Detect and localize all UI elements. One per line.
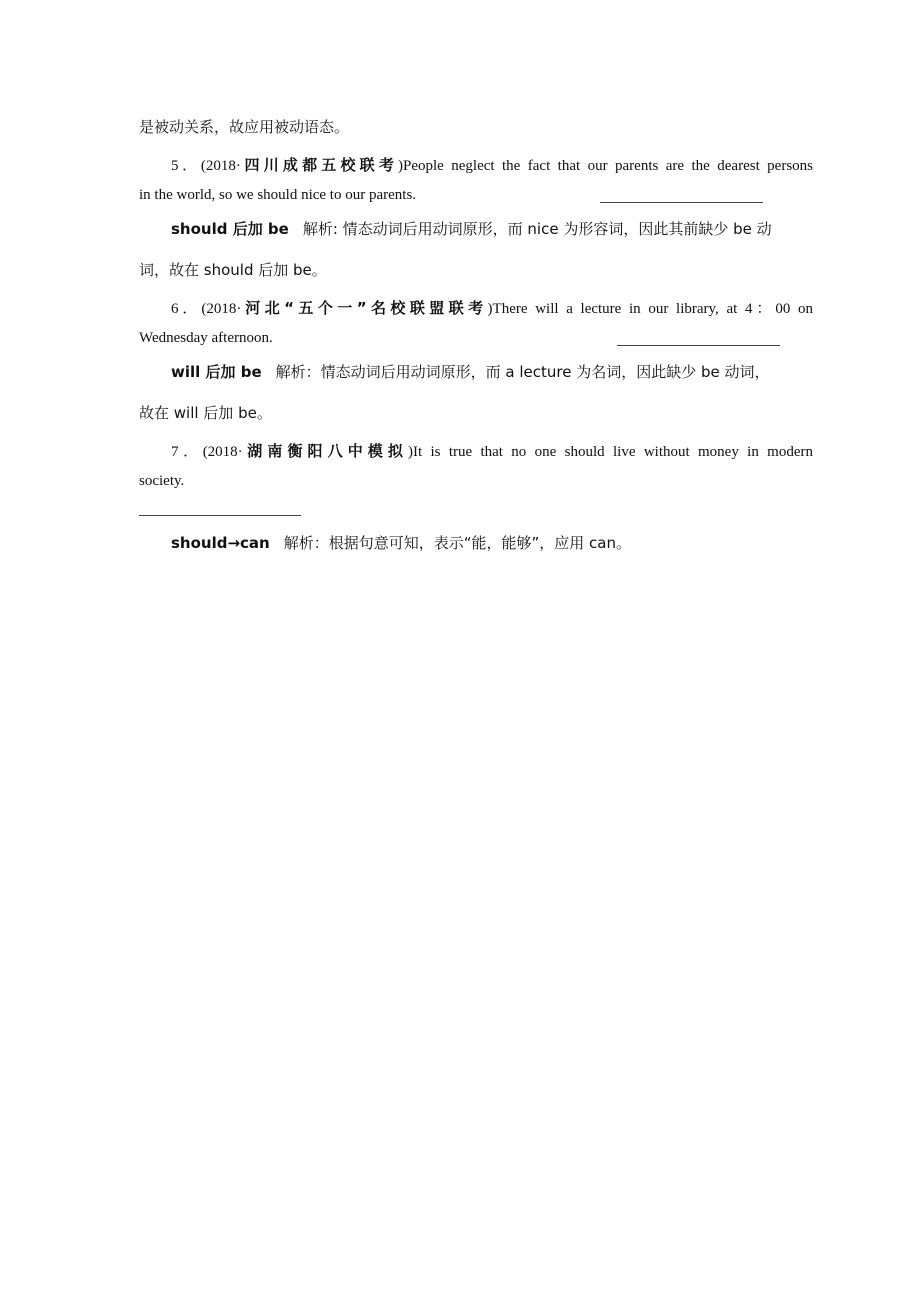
- analysis-6-line-2: 故在 will 后加 be。: [139, 404, 272, 422]
- question-6-line-2: Wednesday afternoon.: [139, 330, 273, 346]
- question-number: 5．: [171, 158, 201, 174]
- answer-text: should→can: [171, 534, 270, 552]
- answer-blank: [139, 515, 301, 516]
- source-prefix: (2018·: [202, 444, 243, 460]
- answer-6: [139, 362, 813, 383]
- carryover-text: 是被动关系，故应用被动语态。: [139, 118, 350, 136]
- question-5-line-1: [139, 155, 813, 176]
- answer-text: should 后加 be: [171, 220, 289, 238]
- answer-7: [139, 533, 813, 554]
- question-7-line-1: [139, 441, 813, 462]
- question-7-line-2: society.: [139, 473, 185, 489]
- analysis-5-line-2: 词，故在 should 后加 be。: [139, 261, 327, 279]
- question-source: 湖南衡阳八中模拟: [242, 442, 408, 460]
- analysis-text: 解析：根据句意可知，表示“能，能够”，应用 can。: [283, 534, 631, 552]
- question-5-line-2: in the world, so we should nice to our parents.: [139, 187, 417, 203]
- source-prefix: (2018·: [200, 158, 241, 174]
- question-sentence: )It is true that no one should live without money in modern: [407, 444, 813, 460]
- question-6-line-1: [139, 298, 813, 319]
- question-source: 河北“五个一”名校联盟联考: [241, 299, 488, 317]
- analysis-text: 解析：情态动词后用动词原形，而 a lecture 为名词，因此缺少 be 动词，: [275, 363, 770, 381]
- answer-blank: [600, 202, 763, 203]
- question-sentence: )There will a lecture in our library, at 4：00 on: [487, 301, 813, 317]
- answer-text: will 后加 be: [171, 363, 262, 381]
- analysis-text: 解析: 情态动词后用动词原形，而 nice 为形容词，因此其前缺少 be 动: [302, 220, 772, 238]
- question-number: 6．: [171, 301, 202, 317]
- question-source: 四川成都五校联考: [240, 156, 399, 174]
- question-number: 7．: [171, 444, 203, 460]
- answer-blank: [617, 345, 780, 346]
- question-sentence: )People neglect the fact that our parents are the dearest persons: [398, 158, 813, 174]
- answer-5: [139, 219, 813, 240]
- source-prefix: (2018·: [201, 301, 242, 317]
